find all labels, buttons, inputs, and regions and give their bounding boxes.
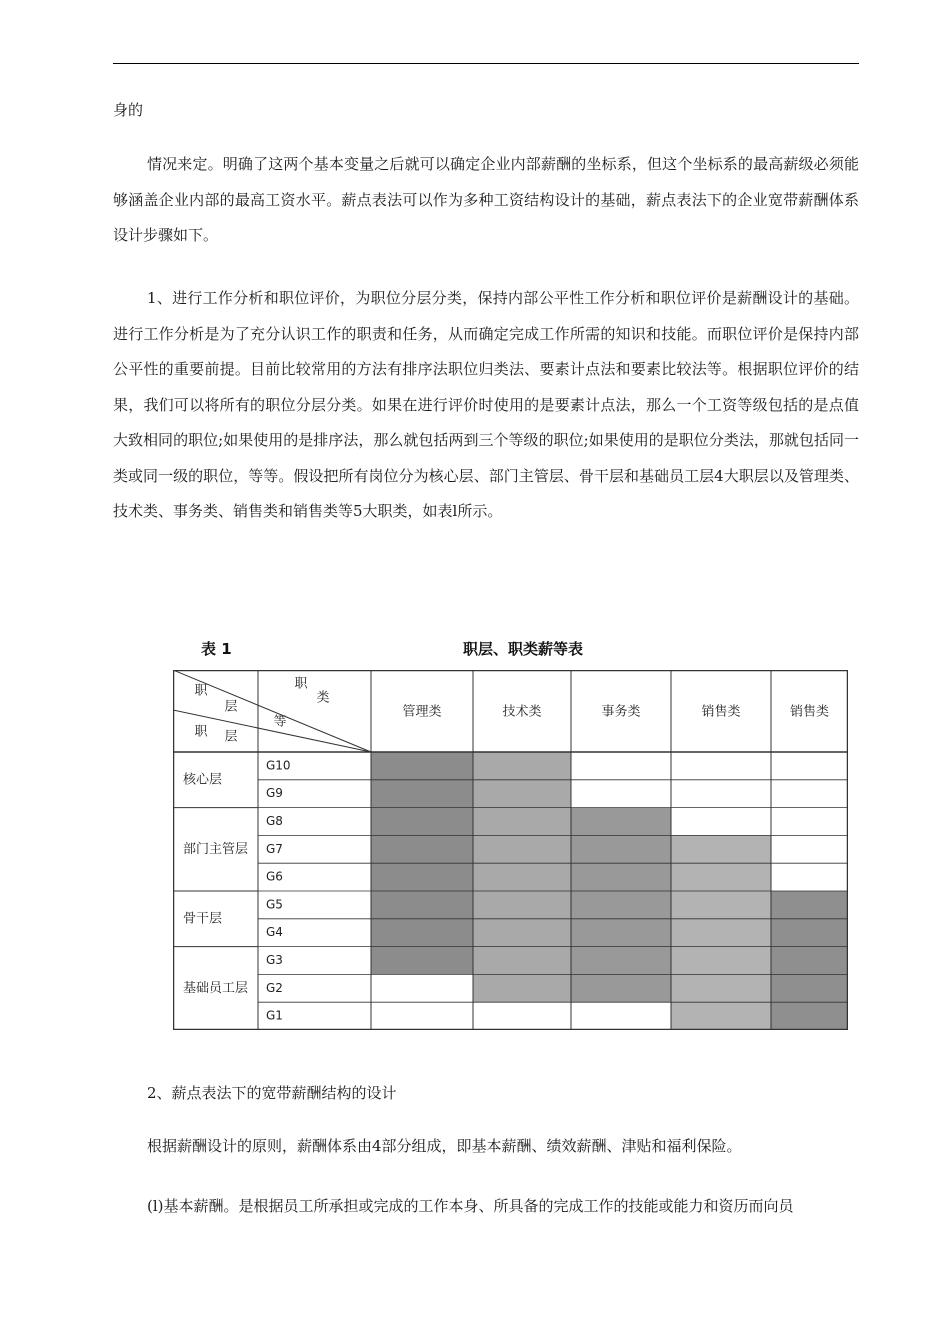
paragraph-step-2: 2、薪点表法下的宽带薪酬结构的设计	[147, 1084, 397, 1102]
corner-label-mid: 等	[273, 714, 287, 730]
grade-label-g8: G8	[266, 814, 283, 828]
category-header-3: 事务类	[601, 704, 641, 720]
band-4	[671, 835, 771, 1030]
header-rule	[113, 63, 859, 64]
category-header-1: 管理类	[402, 704, 442, 720]
band-3	[571, 808, 671, 1003]
band-2	[473, 752, 571, 1002]
grade-label-g6: G6	[266, 869, 283, 884]
level-label-4: 基础员工层	[183, 980, 249, 996]
table-title: 职层、职类薪等表	[463, 640, 584, 658]
grade-label-g4: G4	[266, 925, 283, 940]
level-label-2: 部门主管层	[183, 841, 249, 857]
paragraph-fragment: 身的	[113, 101, 144, 119]
band-5	[771, 891, 848, 1030]
grade-label-g3: G3	[266, 953, 283, 967]
level-label-3: 骨干层	[183, 911, 223, 927]
category-header-5: 销售类	[789, 704, 830, 720]
grade-label-g2: G2	[266, 980, 283, 995]
grade-label-g5: G5	[266, 897, 283, 912]
category-header-2: 技术类	[502, 704, 542, 720]
paragraph-base-pay: (l)基本薪酬。是根据员工所承担或完成的工作本身、所具备的完成工作的技能或能力和资历而向员	[147, 1197, 794, 1215]
paragraph-step-1: 1、进行工作分析和职位评价，为职位分层分类，保持内部公平性工作分析和职位评价是薪酬设计的基础。进行工作分析是为了充分认识工作的职责和任务，从而确定完成工作所需的知识和技能。而职位评价是保持内部公平性的重要前提。目前比较常用的方法有排序法职位归类法、要素计点法和要素比较法等。根据职位评价的结果，我们可以将所有的职位分层分类。如果在进行评价时使用的是要素计点法，那么一个工资等级包括的是点值大致相同的职位;如果使用的是排序法，那么就包括两到三个等级的职位;如果使用的是职位分类法，那就包括同一类或同一级的职位，等等。假设把所有岗位分为核心层、部门主管层、骨干层和基础员工层4大职层以及管理类、技术类、事务类、销售类和销售类等5大职类，如表l所示。	[113, 289, 859, 520]
grade-label-g9: G9	[266, 786, 283, 801]
category-header-4: 销售类	[701, 704, 741, 720]
grade-label-g10: G10	[266, 758, 291, 773]
corner-label-left: 职	[194, 683, 208, 699]
table-figure	[173, 638, 848, 1030]
paragraph-intro: 情况来定。明确了这两个基本变量之后就可以确定企业内部薪酬的坐标系，但这个坐标系的最高薪级必须能够涵盖企业内部的最高工资水平。薪点表法可以作为多种工资结构设计的基础，薪点表法下的企业宽带薪酬体系设计步骤如下。	[113, 155, 859, 244]
grade-label-g7: G7	[266, 841, 283, 856]
level-label-1: 核心层	[183, 772, 223, 788]
corner-label-left2: 层	[224, 699, 238, 715]
table-label: 表 1	[201, 640, 232, 658]
corner-label-top2: 类	[316, 690, 330, 706]
corner-label-left4: 层	[224, 729, 238, 745]
grade-table	[173, 670, 848, 1030]
paragraph-composition: 根据薪酬设计的原则，薪酬体系由4部分组成，即基本薪酬、绩效薪酬、津贴和福利保险。	[147, 1137, 742, 1155]
corner-label-top: 职	[294, 676, 308, 692]
grade-label-g1: G1	[266, 1008, 283, 1023]
corner-label-left3: 职	[194, 724, 208, 740]
